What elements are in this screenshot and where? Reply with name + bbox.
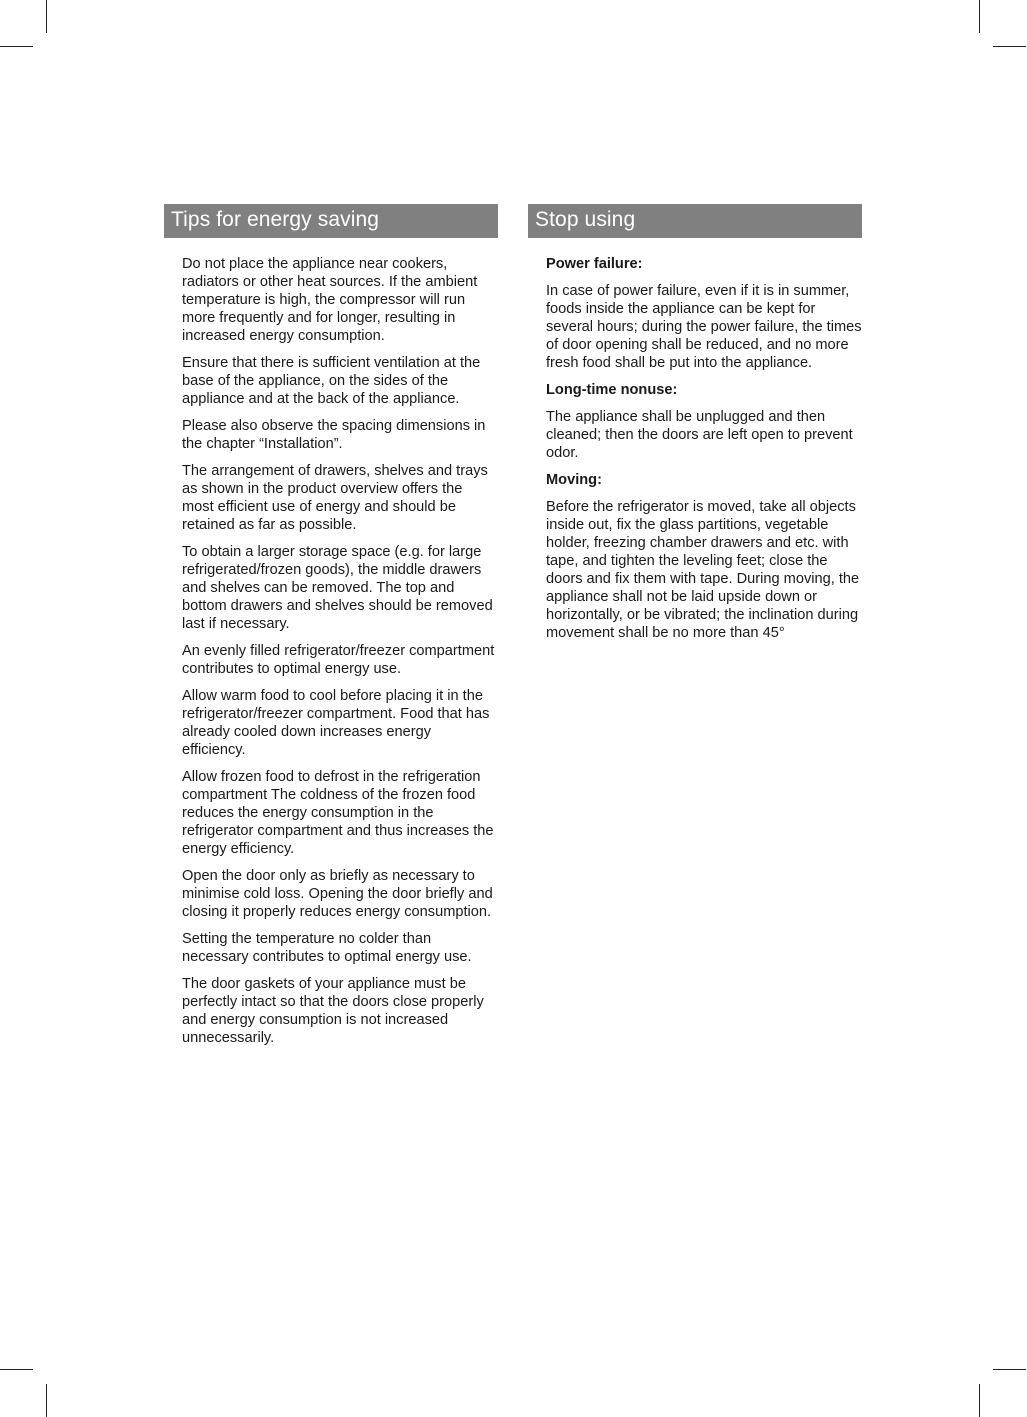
section-body xyxy=(164,238,498,1047)
section-title: Tips for energy saving xyxy=(164,204,498,238)
crop-mark xyxy=(46,1384,47,1417)
section-body xyxy=(528,238,862,642)
moving-heading: Moving: xyxy=(546,472,602,488)
paragraph: Setting the temperature no colder than necessary contributes to optimal energy use. xyxy=(182,931,472,965)
crop-mark xyxy=(0,1369,33,1370)
crop-mark xyxy=(979,0,980,33)
crop-mark xyxy=(979,1384,980,1417)
paragraph: The arrangement of drawers, shelves and trays as shown in the product overview offers the most efficient use of energy and should be retained as far as possible. xyxy=(182,463,488,533)
paragraph: Ensure that there is sufficient ventilation at the base of the appliance, on the sides of the appliance and at the back of the appliance. xyxy=(182,355,481,407)
paragraph: Please also observe the spacing dimensions in the chapter “Installation”. xyxy=(182,418,486,452)
crop-mark xyxy=(46,0,47,33)
energy-saving-section xyxy=(164,204,498,1056)
long-time-nonuse-heading: Long-time nonuse: xyxy=(546,382,678,398)
moving-text: Before the refrigerator is moved, take all objects inside out, fix the glass partitions, vegetable holder, freezing chamber drawers and etc. with tape, and tighten the leveling feet; close the doors and fix them with tape. During moving, the appliance shall not be laid upside down or horizontally, or be vibrated; the inclination during movement shall be no more than 45° xyxy=(546,499,860,641)
paragraph: Allow frozen food to defrost in the refrigeration compartment The coldness of the frozen food reduces the energy consumption in the refrigerator compartment and thus increases the energy efficiency. xyxy=(182,769,494,857)
crop-mark xyxy=(993,46,1026,47)
paragraph: An evenly filled refrigerator/freezer compartment contributes to optimal energy use. xyxy=(182,643,495,677)
paragraph: Open the door only as briefly as necessary to minimise cold loss. Opening the door briefly and closing it properly reduces energy consumption. xyxy=(182,868,493,920)
paragraph: Do not place the appliance near cookers, radiators or other heat sources. If the ambient temperature is high, the compressor will run more frequently and for longer, resulting in increased energy consumption. xyxy=(182,256,478,344)
crop-mark xyxy=(0,46,33,47)
paragraph: The door gaskets of your appliance must be perfectly intact so that the doors close properly and energy consumption is not increased unnecessarily. xyxy=(182,976,484,1046)
power-failure-text: In case of power failure, even if it is in summer, foods inside the appliance can be kept for several hours; during the power failure, the times of door opening shall be reduced, and no more fresh food shall be put into the appliance. xyxy=(546,283,862,371)
stop-using-section xyxy=(528,204,862,651)
paragraph: To obtain a larger storage space (e.g. for large refrigerated/frozen goods), the middle drawers and shelves can be removed. The top and bottom drawers and shelves should be removed last if necessary. xyxy=(182,544,493,632)
paragraph: Allow warm food to cool before placing it in the refrigerator/freezer compartment. Food that has already cooled down increases energy efficiency. xyxy=(182,688,490,758)
long-time-nonuse-text: The appliance shall be unplugged and then cleaned; then the doors are left open to prevent odor. xyxy=(546,409,853,461)
power-failure-heading: Power failure: xyxy=(546,256,643,272)
section-title: Stop using xyxy=(528,204,862,238)
crop-mark xyxy=(993,1369,1026,1370)
